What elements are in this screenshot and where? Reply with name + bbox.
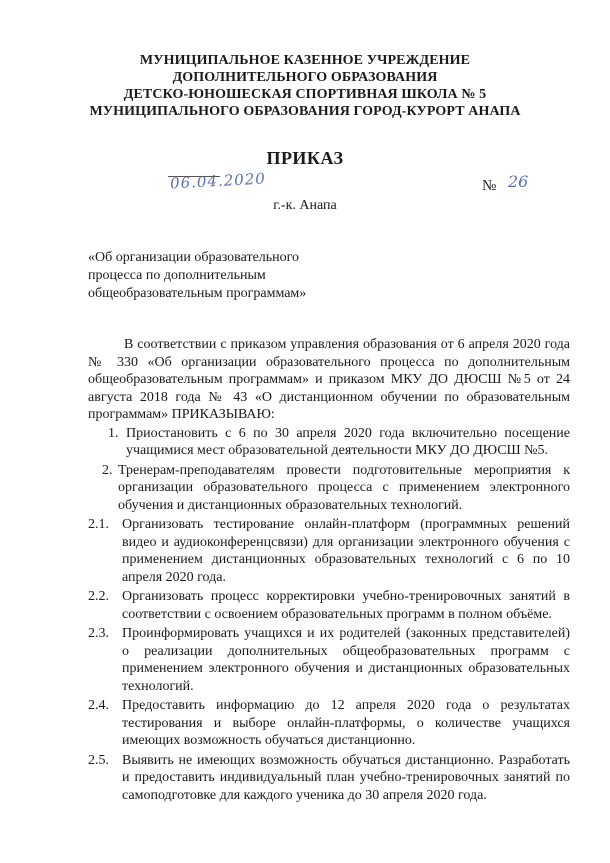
list-item [88, 697, 570, 750]
order-number-label: № [482, 178, 497, 194]
item-number: 2.4. [88, 698, 109, 713]
header-line: ДЕТСКО-ЮНОШЕСКАЯ СПОРТИВНАЯ ШКОЛА № 5 [123, 87, 487, 102]
order-subject [88, 249, 348, 303]
item-text: Организовать тестирование онлайн-платформ (программных решений видео и аудиоконференцсвязи) для организации электронного обучения с применением дистанционных образовательных технологий с 6 по 10 апреля 2020 года. [122, 517, 570, 585]
item-text: Проинформировать учащихся и их родителей (законных представителей) о реализации дополнительных общеобразовательных программ с применением электронного обучения и дистанционных образовательных технологий. [122, 626, 570, 694]
intro-paragraph: В соответствии с приказом управления образования от 6 апреля 2020 года № 330 «Об организации образовательного процесса по дополнительным общеобразовательным программам» и приказом МКУ ДО ДЮСШ №5 от 24 августа 2018 года № 43 «О дистанционном обучении по образовательным программам» ПРИКАЗЫВАЮ: [88, 337, 570, 422]
order-body [88, 336, 570, 806]
list-item [88, 462, 570, 515]
item-text: Организовать процесс корректировки учебно-тренировочных занятий в соответствии с освоением образовательных программ в полном объёме. [122, 589, 570, 622]
item-text: Тренерам-преподавателям провести подготовительные мероприятия к организации образовательного процесса с применением электронного обучения и дистанционных образовательных технологий. [118, 462, 570, 513]
item-number: 1. [108, 425, 119, 441]
header-line: ДОПОЛНИТЕЛЬНОГО ОБРАЗОВАНИЯ [172, 70, 438, 85]
organization-header [60, 52, 550, 120]
list-item [88, 752, 570, 805]
item-text: Выявить не имеющих возможность обучаться дистанционно. Разработать и предоставить индивидуальный план учебно-тренировочных занятий по самоподготовке для каждого ученика до 30 апреля 2020 года. [122, 752, 570, 803]
list-item [88, 425, 570, 460]
list-item [88, 588, 570, 623]
item-text: Предоставить информацию до 12 апреля 2020 года о результатах тестирования и выборе онлайн-платформы, о количестве учащихся имеющих возможность обучаться дистанционно. [122, 698, 570, 748]
item-number: 2.1. [88, 517, 109, 532]
item-number: 2.5. [88, 752, 109, 768]
header-line: МУНИЦИПАЛЬНОГО ОБРАЗОВАНИЯ ГОРОД-КУРОРТ АНАПА [89, 104, 521, 119]
city-line: г.-к. Анапа [273, 198, 337, 213]
subject-line: общеобразовательным программам» [88, 286, 307, 301]
item-number: 2.2. [88, 589, 109, 604]
handwritten-date: 06.04.2020 [169, 169, 267, 193]
item-number: 2. [102, 462, 113, 478]
list-item [88, 625, 570, 695]
handwritten-order-number: 26 [508, 172, 529, 191]
date-underline [168, 176, 220, 177]
document-title: ПРИКАЗ [266, 148, 344, 168]
subject-line: процесса по дополнительным [88, 268, 266, 283]
item-text: Приостановить с 6 по 30 апреля 2020 года включительно посещение учащимися мест образовательной деятельности МКУ ДО ДЮСШ №5. [126, 425, 570, 458]
item-number: 2.3. [88, 626, 109, 641]
subject-line: «Об организации образовательного [88, 250, 300, 265]
header-line: МУНИЦИПАЛЬНОЕ КАЗЕННОЕ УЧРЕЖДЕНИЕ [139, 53, 471, 68]
list-item [88, 516, 570, 586]
